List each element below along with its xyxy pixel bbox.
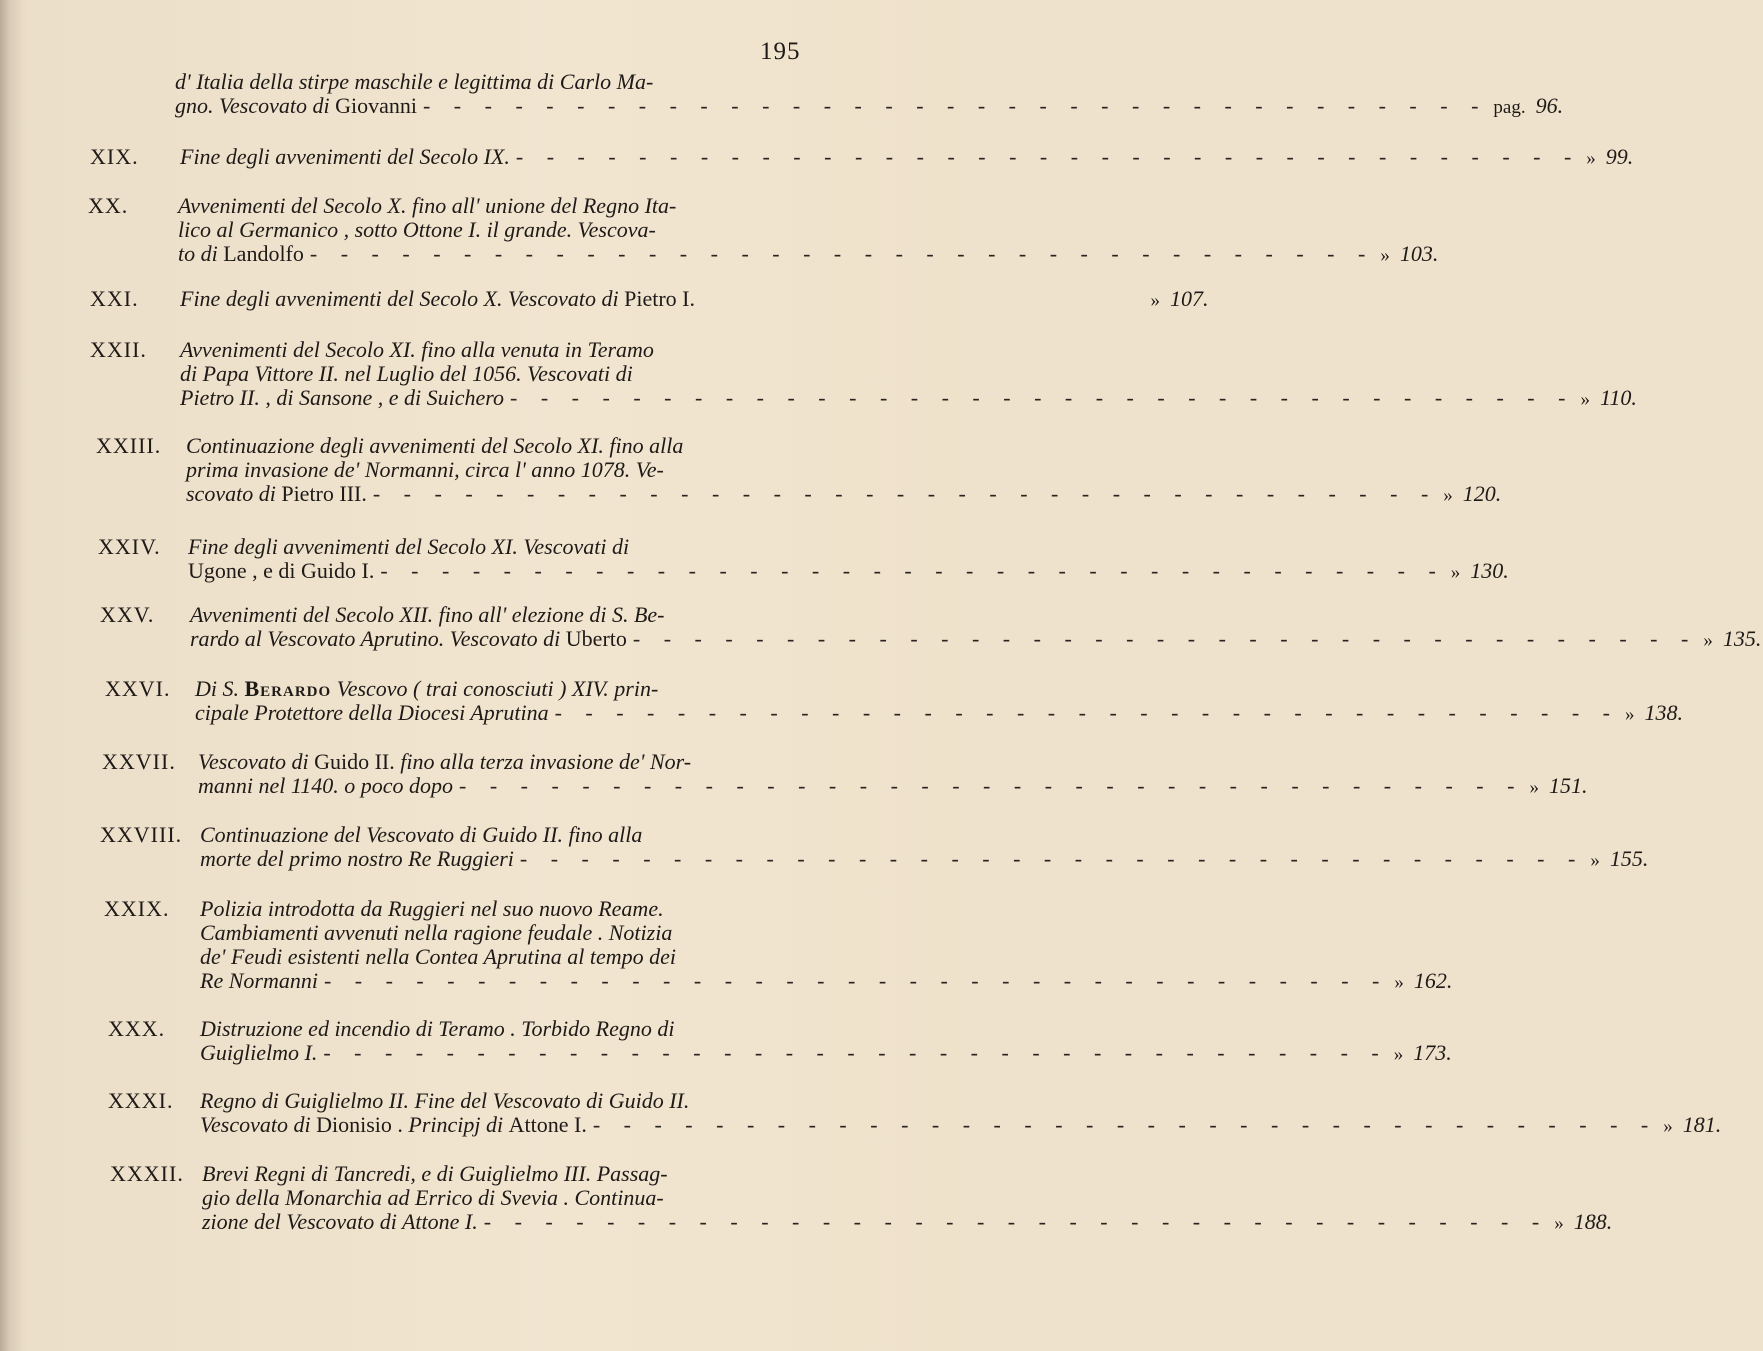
- entry-title-text: Fine degli avvenimenti del Secolo XI. Vescovati di: [188, 534, 630, 559]
- entry-title-text: Vescovo ( trai conosciuti ) XIV. prin-: [336, 676, 659, 701]
- page-ref-number: 151.: [1548, 773, 1588, 798]
- dot-leader: - - - - - - - - - - - - - - - - - - - - - - - - - - - - - - - - - - -: [510, 385, 1575, 410]
- page-ref-label: »: [1394, 972, 1404, 993]
- entry-title-line: XXXII. Brevi Regni di Tancredi, e di Guiglielmo III. Passag-: [110, 1161, 668, 1186]
- page-ref-number: 120.: [1462, 481, 1502, 506]
- entry-final-line: [175, 93, 1564, 118]
- dot-leader: - - - - - - - - - - - - - - - - - - - - - - - - - - - - - - - - - - -: [554, 700, 1619, 725]
- entry-final-line: [200, 968, 1453, 993]
- entry-final-line: [202, 1209, 1613, 1234]
- page-ref-number: 130.: [1470, 558, 1509, 583]
- page-ref-number: 181.: [1682, 1112, 1722, 1137]
- entry-final-line: [180, 385, 1637, 410]
- toc-entry-xxxii: [110, 1161, 1613, 1234]
- entry-final-line: [190, 626, 1762, 651]
- entry-title-line: XXIX. Polizia introdotta da Ruggieri nel suo nuovo Reame.: [104, 896, 664, 921]
- dot-leader: - - - - - - - - - - - - - - - - - - - - - - - - - - - - - - - - - - -: [592, 1112, 1658, 1137]
- entry-title-text: Vescovato di: [198, 749, 309, 774]
- entry-final-line: [198, 773, 1588, 798]
- page-ref-label: »: [1580, 389, 1590, 410]
- entry-title-text: prima invasione de' Normanni, circa l' anno 1078. Ve-: [186, 457, 664, 482]
- dot-leader: - - - - - - - - - - - - - - - - - - - - - - - - - - - - - - - - - - -: [483, 1209, 1549, 1234]
- page-ref-label: »: [1529, 777, 1539, 798]
- entry-title-line: [200, 945, 880, 969]
- entry-final-line: [188, 558, 1509, 583]
- page-ref-number: 162.: [1413, 968, 1453, 993]
- entry-title-text: Pietro I.: [624, 286, 696, 311]
- entry-title-line: [202, 1186, 880, 1210]
- entry-title-text: to di: [178, 241, 218, 266]
- dot-leader: - - - - - - - - - - - - - - - - - - - - - - - - - - - - - - - - - - -: [519, 846, 1585, 871]
- page-ref-label: pag.: [1493, 97, 1526, 118]
- toc-entry-xxix: [104, 896, 1453, 993]
- entry-title-line: XX. Avvenimenti del Secolo X. fino all' unione del Regno Ita-: [88, 193, 677, 218]
- entry-final-line: XIX. Fine degli avvenimenti del Secolo IX. - - - - - - - - - - - - - - - - - - - - - - - - - - - - - - - - - - - » 99.: [180, 145, 865, 169]
- page-ref-label: »: [1586, 148, 1596, 169]
- toc-entry-xxx: [108, 1016, 1452, 1065]
- page-ref-number: 99.: [1605, 144, 1634, 169]
- entry-title-text: Continuazione degli avvenimenti del Secolo XI. fino alla: [186, 433, 684, 458]
- entry-final-line: [200, 1112, 1722, 1137]
- entry-title-text: Giovanni: [335, 93, 417, 118]
- entry-final-line: XXI. Fine degli avvenimenti del Secolo X. Vescovato di Pietro I. » 107.: [90, 286, 1209, 311]
- page-ref-label: »: [1443, 485, 1453, 506]
- dot-leader: - - - - - - - - - - - - - - - - - - - - - - - - - - - - - - - - - - -: [372, 481, 1438, 506]
- page-ref-number: 107.: [1169, 286, 1209, 311]
- entry-title-line: XXVIII. Continuazione del Vescovato di Guido II. fino alla: [100, 822, 643, 847]
- entry-title-text: Regno di Guiglielmo II. Fine del Vescovato di Guido II.: [200, 1088, 690, 1113]
- entry-title-text: Polizia introdotta da Ruggieri nel suo nuovo Reame.: [200, 896, 664, 921]
- entry-title-text: Re Normanni: [200, 968, 318, 993]
- entry-final-line: [200, 1040, 1452, 1065]
- entry-title-line: [175, 70, 865, 94]
- toc-entry-xxii: [90, 337, 1637, 410]
- toc-entry-continuation: [175, 69, 1564, 118]
- entry-title-text: zione del Vescovato di Attone I.: [202, 1209, 478, 1234]
- dot-leader: - - - - - - - - - - - - - - - - - - - - - - - - - - - - - - - - - - -: [309, 241, 1375, 266]
- page-ref-label: »: [1393, 1044, 1404, 1065]
- page-ref-label: »: [1590, 850, 1600, 871]
- entry-title-line: XXV. Avvenimenti del Secolo XII. fino all' elezione di S. Be-: [100, 602, 665, 627]
- entry-title-text: de' Feudi esistenti nella Contea Aprutina al tempo dei: [200, 944, 677, 969]
- entry-title-line: [186, 458, 872, 482]
- toc-entry-xxvi: [105, 676, 1683, 725]
- entry-final-line: [186, 481, 1502, 506]
- entry-title-text: Avvenimenti del Secolo X. fino all' unione del Regno Ita-: [178, 193, 677, 218]
- page-ref-label: »: [1663, 1116, 1673, 1137]
- entry-title-line: XXIII. Continuazione degli avvenimenti del Secolo XI. fino alla: [96, 433, 684, 458]
- entry-title-text: d' Italia della stirpe maschile e legittima di Carlo Ma-: [175, 69, 654, 94]
- entry-title-line: [200, 921, 880, 945]
- entry-title-line: XXVII. Vescovato di Guido II. fino alla terza invasione de' Nor-: [102, 749, 692, 774]
- page-ref-number: 110.: [1599, 385, 1637, 410]
- page-ref-label: »: [1554, 1213, 1564, 1234]
- entry-title-text: Pietro II. , di Sansone , e di Suichero: [180, 385, 505, 410]
- toc-entry-xxxi: [108, 1088, 1722, 1137]
- page-ref-number: 103.: [1399, 241, 1439, 266]
- entry-title-text: Guiglielmo I.: [200, 1040, 318, 1065]
- entry-title-line: XXIV. Fine degli avvenimenti del Secolo XI. Vescovati di: [98, 534, 630, 559]
- entry-title-text: fino alla terza invasione de' Nor-: [400, 749, 692, 774]
- page-ref-number: 96.: [1535, 93, 1564, 118]
- entry-title-text: Principj di: [408, 1112, 504, 1137]
- toc-entry-xxi: [90, 286, 1209, 311]
- toc-entry-xxiii: [96, 433, 1502, 506]
- dot-leader: - - - - - - - - - - - - - - - - - - - - - - - - - - - - - - - - - - -: [323, 968, 1389, 993]
- page-ref-number: 188.: [1573, 1209, 1613, 1234]
- dot-leader: - - - - - - - - - - - - - - - - - - - - - - - - - - - - - - - - - - -: [380, 558, 1445, 583]
- entry-title-line: XXX. Distruzione ed incendio di Teramo . Torbido Regno di: [108, 1016, 675, 1041]
- entry-title-text: Cambiamenti avvenuti nella ragione feudale . Notizia: [200, 920, 673, 945]
- entry-title-text: Uberto: [565, 626, 627, 651]
- entry-title-text: Attone I.: [508, 1112, 587, 1137]
- entry-title-text: Berardo: [244, 676, 332, 701]
- entry-title-text: Avvenimenti del Secolo XII. fino all' elezione di S. Be-: [190, 602, 665, 627]
- entry-title-text: Avvenimenti del Secolo XI. fino alla venuta in Teramo: [180, 337, 654, 362]
- entry-title-text: scovato di: [186, 481, 276, 506]
- toc-entry-xxvii: [102, 749, 1588, 798]
- dot-leader: - - - - - - - - - - - - - - - - - - - - - - - - - - - - - - - - - - -: [422, 93, 1488, 118]
- dot-leader: - - - - - - - - - - - - - - - - - - - - - - - - - - - - - - - - - - -: [632, 626, 1698, 651]
- toc-entry-xxv: [100, 602, 1762, 651]
- entry-title-line: [178, 218, 865, 242]
- page-ref-label: »: [1625, 704, 1635, 725]
- entry-title-line: XXXI. Regno di Guiglielmo II. Fine del Vescovato di Guido II.: [108, 1088, 690, 1113]
- entry-title-text: Dionisio .: [316, 1112, 403, 1137]
- dot-leader: [701, 287, 1144, 311]
- toc-entry-xxviii: [100, 822, 1649, 871]
- toc-entry-xx: [88, 193, 1439, 266]
- dot-leader: - - - - - - - - - - - - - - - - - - - - - - - - - - - - - - - - - - -: [515, 144, 1581, 169]
- entry-title-text: Di S.: [195, 676, 239, 701]
- entry-title-text: Distruzione ed incendio di Teramo . Torbido Regno di: [200, 1016, 675, 1041]
- entry-title-text: Brevi Regni di Tancredi, e di Guiglielmo III. Passag-: [202, 1161, 668, 1186]
- entry-title-text: Fine degli avvenimenti del Secolo IX.: [180, 144, 510, 169]
- entry-title-text: Ugone , e di Guido I.: [188, 558, 375, 583]
- page-number: 195: [760, 38, 801, 65]
- dot-leader: - - - - - - - - - - - - - - - - - - - - - - - - - - - - - - - - - - -: [323, 1040, 1388, 1065]
- dot-leader: - - - - - - - - - - - - - - - - - - - - - - - - - - - - - - - - - - -: [459, 773, 1524, 798]
- entry-title-text: Continuazione del Vescovato di Guido II. fino alla: [200, 822, 643, 847]
- entry-title-text: gio della Monarchia ad Errico di Svevia . Continua-: [202, 1185, 664, 1210]
- entry-final-line: [200, 846, 1649, 871]
- page-ref-label: »: [1150, 290, 1160, 311]
- entry-title-text: morte del primo nostro Re Ruggieri: [200, 846, 514, 871]
- page-ref-number: 155.: [1609, 846, 1649, 871]
- entry-title-line: XXVI. Di S. Berardo Vescovo ( trai conosciuti ) XIV. prin-: [105, 676, 659, 701]
- entry-title-text: manni nel 1140. o poco dopo: [198, 773, 454, 798]
- entry-title-line: [180, 362, 870, 386]
- entry-title-line: XXII. Avvenimenti del Secolo XI. fino alla venuta in Teramo: [90, 337, 654, 362]
- entry-title-text: rardo al Vescovato Aprutino. Vescovato di: [190, 626, 561, 651]
- page-ref-label: »: [1380, 245, 1390, 266]
- entry-title-text: lico al Germanico , sotto Ottone I. il grande. Vescova-: [178, 217, 656, 242]
- entry-final-line: [178, 241, 1439, 266]
- entry-title-text: Vescovato di: [200, 1112, 311, 1137]
- page-ref-label: »: [1703, 630, 1713, 651]
- toc-entry-xix: [90, 144, 1634, 169]
- entry-title-text: gno. Vescovato di: [175, 93, 330, 118]
- entry-final-line: [195, 700, 1683, 725]
- entry-title-text: Fine degli avvenimenti del Secolo X. Vescovato di: [180, 286, 619, 311]
- page-ref-number: 138.: [1644, 700, 1683, 725]
- entry-title-text: di Papa Vittore II. nel Luglio del 1056. Vescovati di: [180, 361, 633, 386]
- toc-entry-xxiv: [98, 534, 1509, 583]
- page-ref-number: 135.: [1722, 626, 1762, 651]
- page-ref-label: »: [1450, 562, 1461, 583]
- page-ref-number: 173.: [1413, 1040, 1452, 1065]
- entry-title-text: Pietro III.: [281, 481, 367, 506]
- entry-title-text: Guido II.: [314, 749, 395, 774]
- entry-title-text: cipale Protettore della Diocesi Aprutina: [195, 700, 549, 725]
- entry-title-text: Landolfo: [223, 241, 304, 266]
